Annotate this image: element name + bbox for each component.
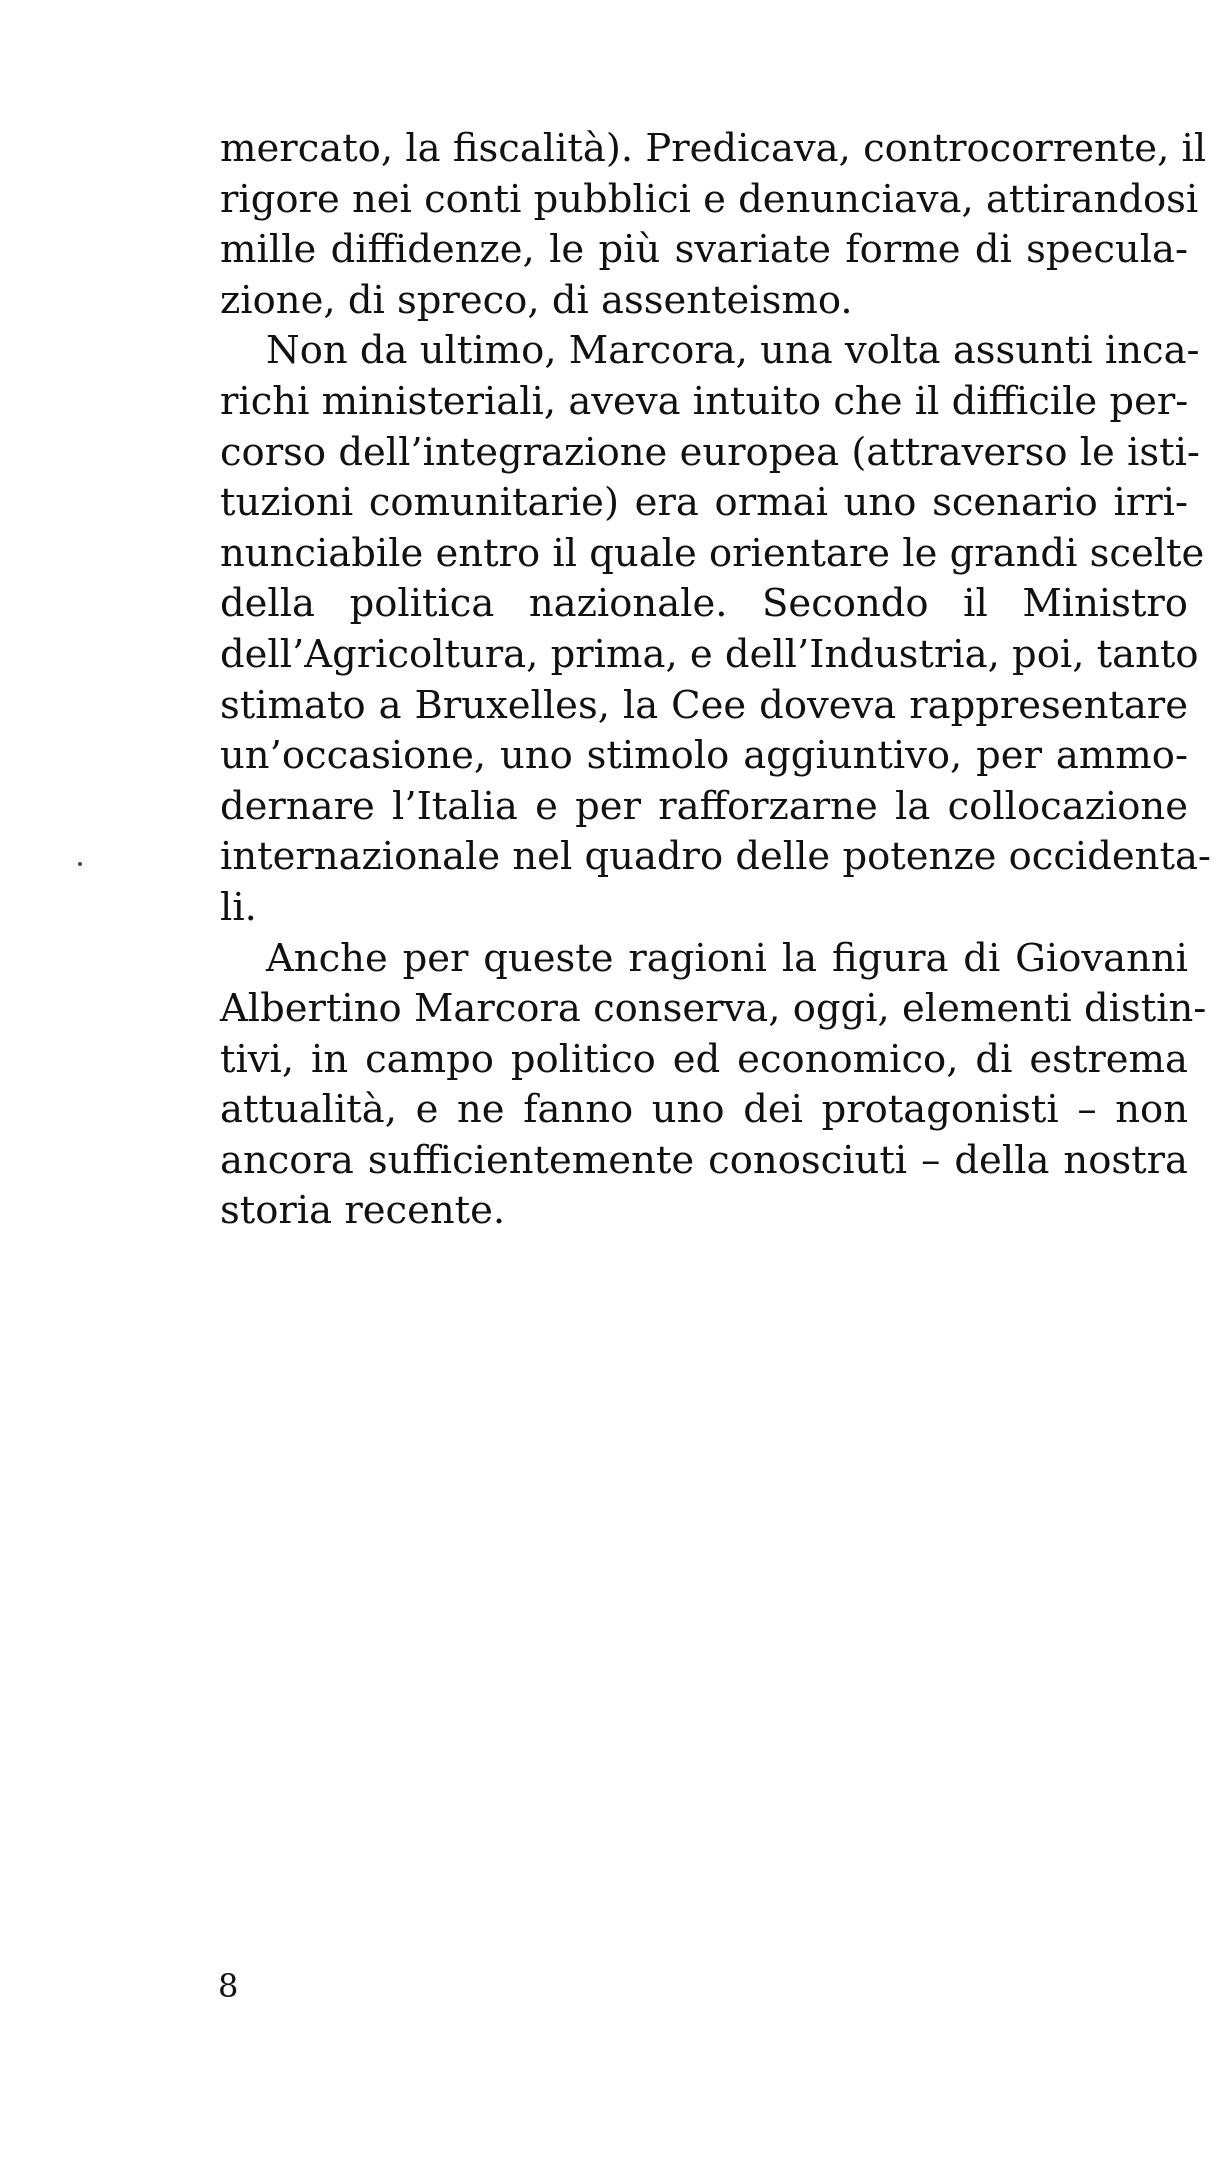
paragraph — [220, 326, 1211, 933]
text-line: della politica nazionale. Secondo il Ministro — [220, 581, 1188, 627]
text-line: rigore nei conti pubblici e denunciava, attirandosi — [220, 176, 1199, 222]
text-line: tuzioni comunitarie) era ormai uno scenario irri- — [220, 480, 1188, 526]
text-line: Albertino Marcora conserva, oggi, elementi distin- — [220, 986, 1207, 1032]
text-line: stimato a Bruxelles, la Cee doveva rappresentare — [220, 682, 1188, 728]
text-line: dell’Agricoltura, prima, e dell’Industria, poi, tanto — [220, 631, 1199, 677]
paragraph — [220, 934, 1207, 1238]
text-line: dernare l’Italia e per rafforzarne la collocazione — [220, 783, 1188, 829]
text-line: li. — [220, 884, 257, 930]
text-line: zione, di spreco, di assenteismo. — [220, 277, 853, 323]
text-line: ancora sufficientemente conosciuti – della nostra — [220, 1137, 1188, 1183]
text-line: corso dell’integrazione europea (attraverso le isti- — [220, 429, 1200, 475]
paragraph — [220, 124, 1207, 326]
page-number: 8 — [218, 1967, 239, 2005]
body-text — [220, 124, 1211, 1237]
text-line: storia recente. — [220, 1188, 506, 1234]
text-line: mercato, la fiscalità). Predicava, controcorrente, il — [220, 126, 1207, 171]
text-line: Non da ultimo, Marcora, una volta assunti inca- — [266, 328, 1200, 374]
text-line: attualità, e ne fanno uno dei protagonisti – non — [220, 1087, 1188, 1133]
text-line: tivi, in campo politico ed economico, di estrema — [220, 1036, 1188, 1082]
text-line: mille diffidenze, le più svariate forme di specula- — [220, 227, 1188, 273]
text-line: richi ministeriali, aveva intuito che il difficile per- — [220, 378, 1189, 424]
text-line: nunciabile entro il quale orientare le grandi scelte — [220, 530, 1205, 576]
text-line: Anche per queste ragioni la figura di Giovanni — [266, 935, 1188, 981]
text-line: internazionale nel quadro delle potenze occidenta- — [220, 834, 1211, 880]
text-line: un’occasione, uno stimolo aggiuntivo, per ammo- — [220, 733, 1188, 779]
scan-speck — [78, 862, 82, 866]
